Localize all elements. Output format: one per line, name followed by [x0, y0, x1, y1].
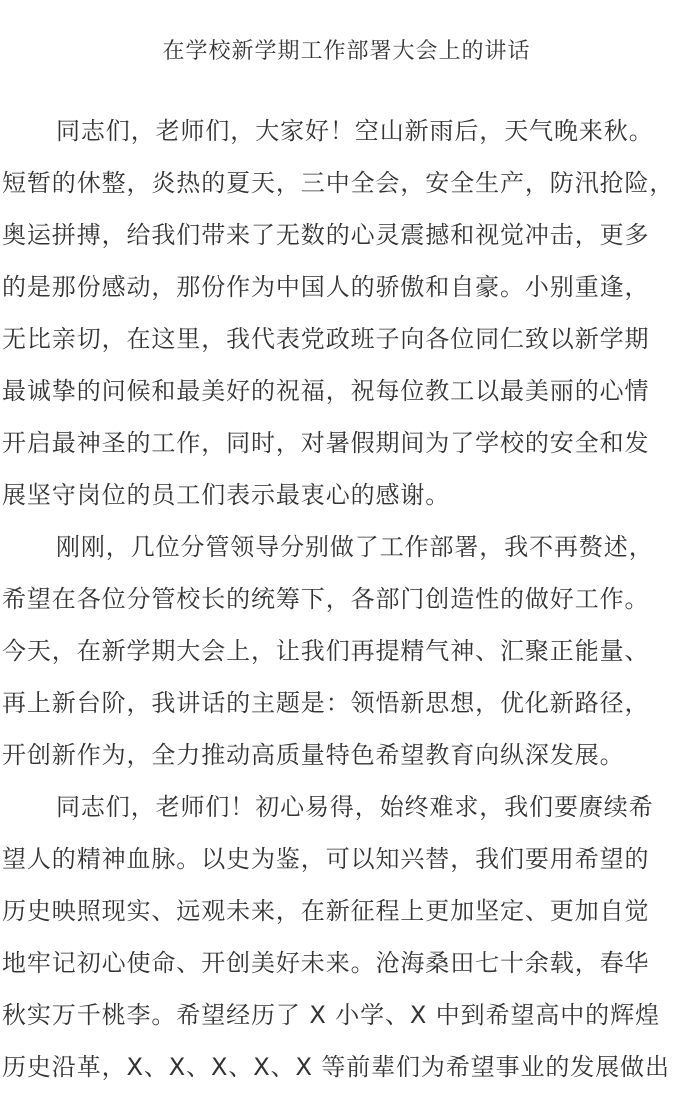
paragraph-2-line-3: 今天，在新学期大会上，让我们再提精气神、汇聚正能量、	[2, 637, 650, 665]
paragraph-2-line-4: 再上新台阶，我讲话的主题是：领悟新思想，优化新路径，	[2, 689, 650, 717]
paragraph-1-line-3: 奥运拼搏，给我们带来了无数的心灵震撼和视觉冲击，更多	[2, 221, 650, 249]
paragraph-2-line-2: 希望在各位分管校长的统筹下，各部门创造性的做好工作。	[2, 585, 650, 613]
paragraph-3-line-3: 历史映照现实、远观未来，在新征程上更加坚定、更加自觉	[2, 897, 650, 925]
paragraph-1-line-5: 无比亲切，在这里，我代表党政班子向各位同仁致以新学期	[2, 325, 650, 353]
paragraph-3-line-2: 望人的精神血脉。以史为鉴，可以知兴替，我们要用希望的	[2, 845, 650, 873]
paragraph-2-line-1: 刚刚，几位分管领导分别做了工作部署，我不再赘述，	[56, 533, 654, 561]
paragraph-1-line-2: 短暂的休整，炎热的夏天，三中全会，安全生产，防汛抢险，	[2, 169, 675, 197]
paragraph-1-line-1: 同志们，老师们，大家好！空山新雨后，天气晚来秋。	[56, 117, 654, 145]
paragraph-3-line-5: 秋实万千桃李。希望经历了 X 小学、X 中到希望高中的辉煌	[2, 1001, 660, 1029]
paragraph-1-line-7: 开启最神圣的工作，同时，对暑假期间为了学校的安全和发	[2, 429, 650, 457]
paragraph-3-line-6: 历史沿革，X、X、X、X、X 等前辈们为希望事业的发展做出	[2, 1053, 670, 1081]
paragraph-1-line-6: 最诚挚的问候和最美好的祝福，祝每位教工以最美丽的心情	[2, 377, 650, 405]
paragraph-3-line-4: 地牢记初心使命、开创美好未来。沧海桑田七十余载，春华	[2, 949, 650, 977]
paragraph-2-line-5: 开创新作为，全力推动高质量特色希望教育向纵深发展。	[2, 741, 625, 769]
paragraph-1-line-4: 的是那份感动，那份作为中国人的骄傲和自豪。小别重逢，	[2, 273, 650, 301]
paragraph-1-line-8: 展坚守岗位的员工们表示最衷心的感谢。	[2, 481, 451, 509]
paragraph-3-line-1: 同志们，老师们！初心易得，始终难求，我们要赓续希	[56, 793, 654, 821]
document-title: 在学校新学期工作部署大会上的讲话	[162, 39, 531, 64]
